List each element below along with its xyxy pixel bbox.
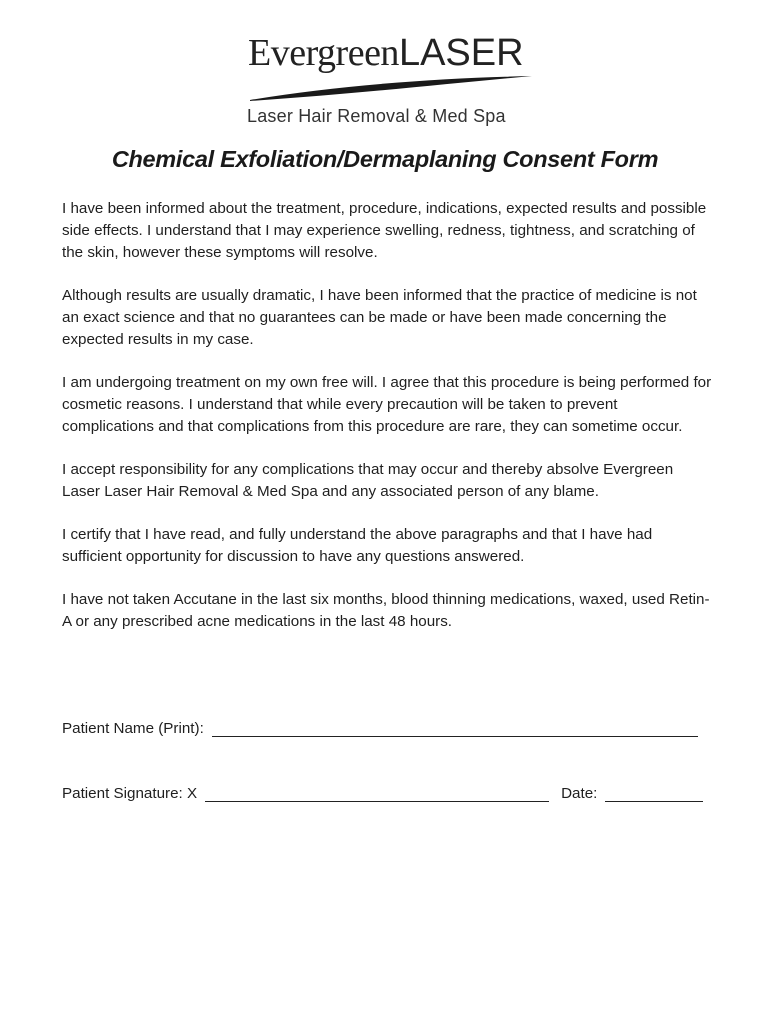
consent-body (62, 198, 712, 654)
logo-tagline: Laser Hair Removal & Med Spa (247, 106, 506, 126)
patient-signature-label: Patient Signature: X (62, 785, 198, 802)
patient-name-row (62, 720, 698, 737)
consent-paragraph: Although results are usually dramatic, I have been informed that the practice of medicine is not an exact science and that no guarantees can be made or have been made concerning the expected results in my case. (62, 287, 697, 348)
patient-name-label: Patient Name (Print): (62, 720, 204, 737)
logo-swoosh-icon (244, 74, 534, 104)
date-field[interactable] (605, 785, 703, 802)
consent-paragraph: I certify that I have read, and fully understand the above paragraphs and that I have had sufficient opportunity for discussion to have any questions answered. (62, 526, 653, 565)
logo-brand-primary: Evergreen (248, 32, 399, 74)
patient-name-field[interactable] (212, 720, 698, 737)
consent-paragraph: I have been informed about the treatment, procedure, indications, expected results and possible side effects. I understand that I may experience swelling, redness, tightness, and scratching of the skin, however these symptoms will resolve. (62, 200, 707, 261)
consent-paragraph: I accept responsibility for any complications that may occur and thereby absolve Evergreen Laser Laser Hair Removal & Med Spa and any associated person of any blame. (62, 461, 674, 500)
form-title: Chemical Exfoliation/Dermaplaning Consent Form (111, 146, 659, 172)
patient-signature-row (62, 785, 703, 802)
logo-wordmark (248, 34, 524, 72)
consent-paragraph: I am undergoing treatment on my own free will. I agree that this procedure is being performed for cosmetic reasons. I understand that while every precaution will be taken to prevent complications and that complications from this procedure are rare, they can sometime occur. (62, 374, 712, 435)
logo-brand-secondary: LASER (398, 32, 524, 74)
consent-paragraph: I have not taken Accutane in the last six months, blood thinning medications, waxed, used Retin-A or any prescribed acne medications in the last 48 hours. (62, 591, 710, 630)
date-label: Date: (561, 785, 598, 802)
company-logo (244, 34, 534, 130)
patient-signature-field[interactable] (205, 785, 549, 802)
